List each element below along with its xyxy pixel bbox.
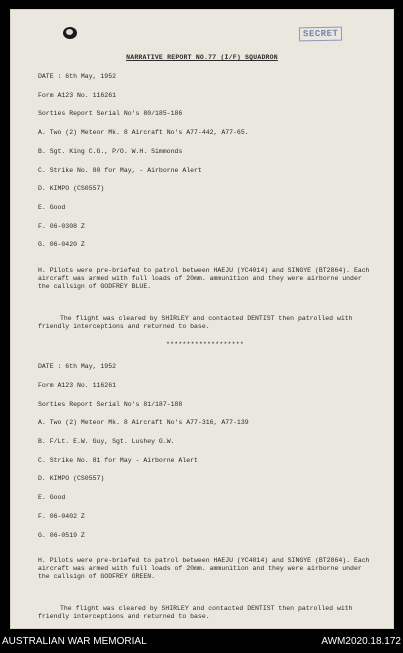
report-closing-text: The flight was cleared by SHIRLEY and contacted DENTIST then patrolled with friendly interceptions and returned to base. (38, 604, 353, 621)
footer-organization: AUSTRALIAN WAR MEMORIAL (2, 636, 147, 647)
report-item-d: D. KIMPO (CS0557) (38, 185, 105, 193)
report-item-b: B. Sgt. King C.G., P/O. W.H. Simmonds (38, 147, 183, 155)
report-item-c: C. Strike No. 80 for May, - Airborne Alert (38, 166, 202, 174)
report-item-e: E. Good (38, 203, 66, 211)
report-sorties: Sorties Report Serial No's 80/185-186 (38, 110, 183, 118)
report-1 (38, 73, 372, 331)
report-item-h: H. Pilots were pre-briefed to patrol between HAEJU (YC4014) and SINGYE (BT2864). Each aircraft was armed with full loads of 20mm. ammunition and they were airborne under the callsign of GODFREY GREEN. (38, 556, 370, 581)
report-separator: ******************* (166, 341, 244, 349)
report-item-c: C. Strike No. 81 for May - Airborne Alert (38, 456, 198, 464)
report-item-a: A. Two (2) Meteor Mk. 8 Aircraft No's A77-442, A77-65. (38, 129, 249, 137)
report-2 (38, 363, 372, 621)
footer-bar (0, 629, 403, 653)
report-sorties: Sorties Report Serial No's 81/187-188 (38, 400, 183, 408)
report-item-e: E. Good (38, 494, 66, 502)
report-item-b: B. F/Lt. E.W. Guy, Sgt. Lushey G.W. (38, 438, 175, 446)
punch-hole-icon (63, 27, 77, 39)
report-item-a: A. Two (2) Meteor Mk. 8 Aircraft No's A77-316, A77-139 (38, 419, 249, 427)
report-item-f: F. 06-0308 Z (38, 222, 85, 230)
report-closing-text: The flight was cleared by SHIRLEY and contacted DENTIST then patrolled with friendly interceptions and returned to base. (38, 314, 353, 330)
report-closing (38, 315, 372, 331)
report-item-g: G. 06-0420 Z (38, 241, 85, 249)
document-page (10, 9, 394, 629)
document-content (38, 73, 372, 628)
secret-stamp: SECRET (298, 27, 342, 42)
report-item-h: H. Pilots were pre-briefed to patrol between HAEJU (YC4014) and SINGYE (BT2864). Each aircraft was armed with full loads of 20mm. ammunition and they were airborne under the callsign of GODFREY BLUE. (38, 266, 370, 290)
report-item-g: G. 06-0519 Z (38, 531, 85, 539)
report-item-f: F. 06-0402 Z (38, 512, 85, 520)
report-form: Form A123 No. 116261 (38, 381, 117, 389)
report-closing (38, 605, 372, 621)
report-form: Form A123 No. 116261 (38, 91, 117, 99)
report-item-d: D. KIMPO (CS0557) (38, 475, 105, 483)
footer-accession-number: AWM2020.18.172 (321, 636, 401, 647)
report-date: DATE : 6th May, 1952 (38, 73, 117, 80)
report-date: DATE : 6th May, 1952 (38, 363, 117, 371)
document-title: NARRATIVE REPORT NO.77 (I/F) SQUADRON (126, 54, 278, 61)
